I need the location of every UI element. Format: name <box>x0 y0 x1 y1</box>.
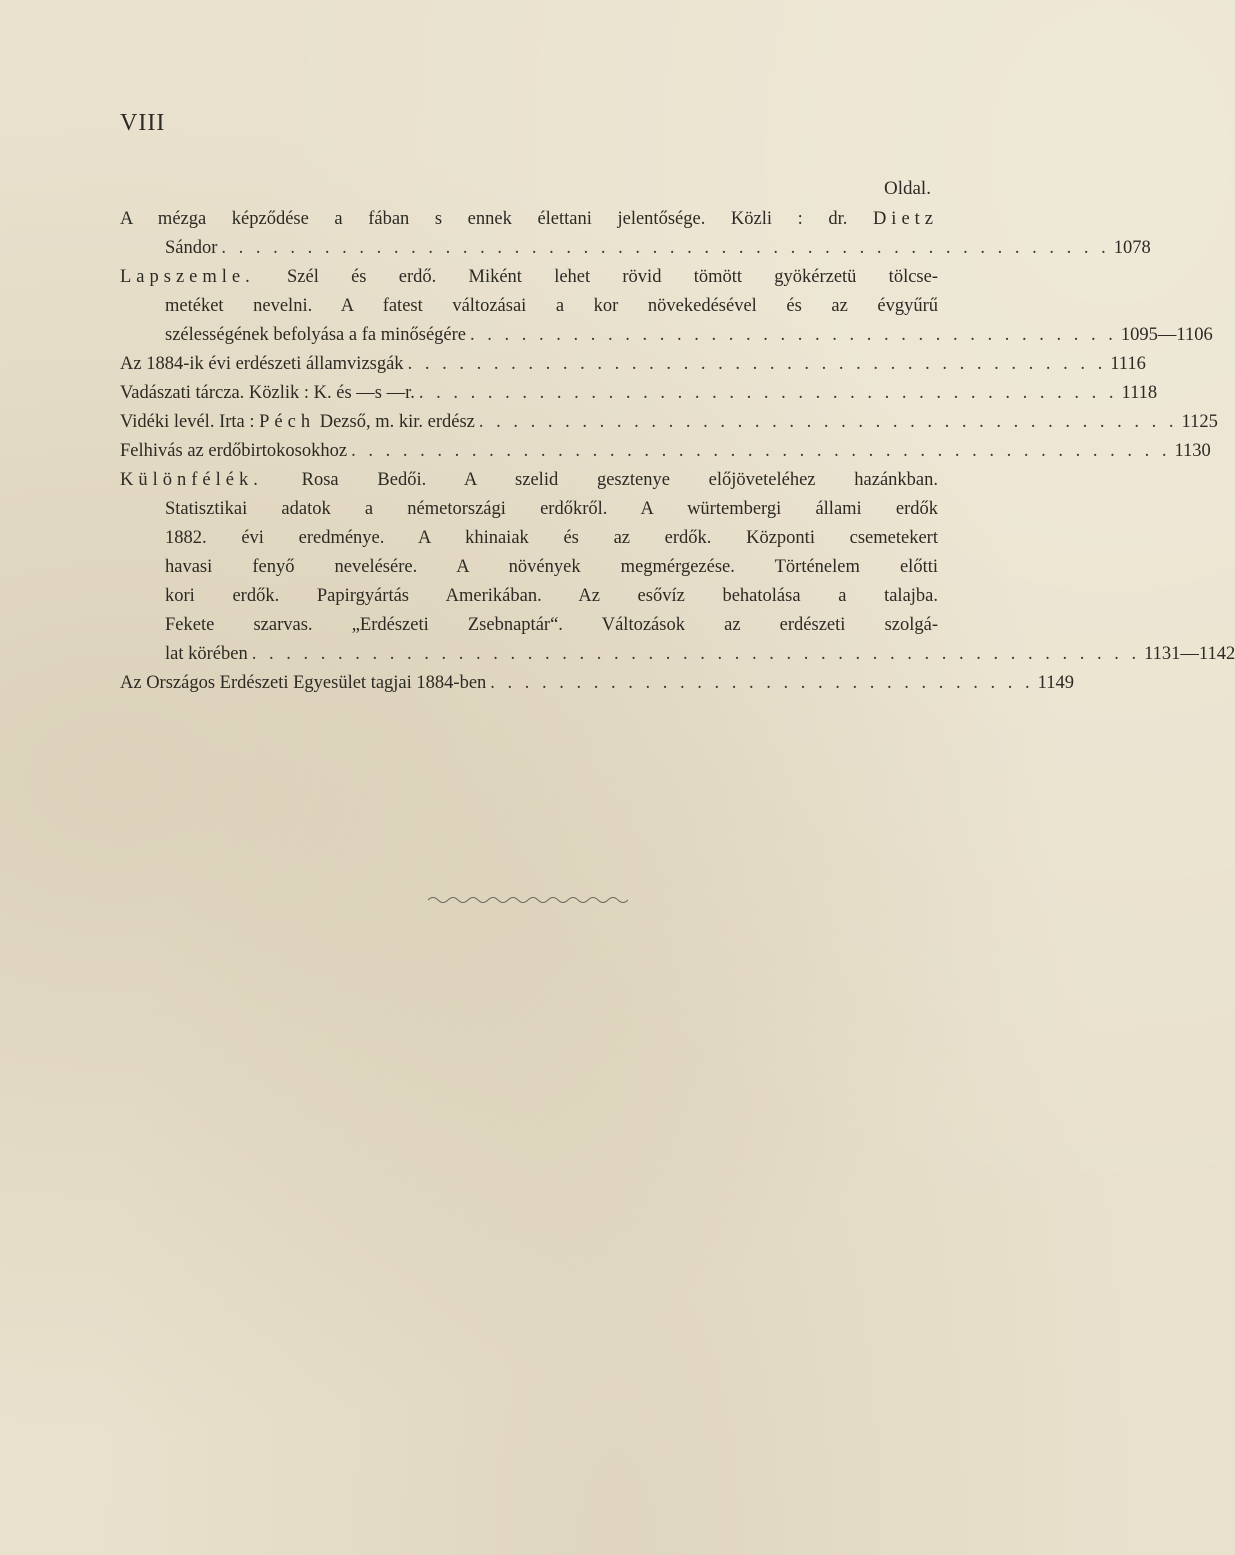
wavy-divider-ornament <box>428 893 628 907</box>
dot-leader: . . . . . . . . . . . . . . . . . . . . . . . . . . . . . . . . . . . . . . . . . . . . . . . . <box>351 441 1171 461</box>
entry-title-part: Vidéki levél. Irta : <box>120 412 255 432</box>
toc-entry-mezga <box>120 205 1151 263</box>
section-heading: Különfélék. <box>120 470 263 490</box>
toc-line <box>120 379 1158 408</box>
page-ref: 1095—1106 <box>1120 325 1213 345</box>
entry-title: lat körében <box>165 644 248 664</box>
toc-entry-allamvizsgak <box>120 350 1146 379</box>
entry-title: A mézga képződése a fában s ennek élettani jelentősége. Közli : dr. <box>120 209 848 229</box>
toc-line <box>120 350 1146 379</box>
dot-leader: . . . . . . . . . . . . . . . . . . . . . . . . . . . . . . . . . . . . . . . . . <box>418 383 1118 403</box>
page-ref: 1116 <box>1110 354 1146 374</box>
dot-leader: . . . . . . . . . . . . . . . . . . . . . . . . . . . . . . . . . . . . . . . . . <box>478 412 1178 432</box>
section-heading: Lapszemle. <box>120 267 255 287</box>
toc-entry-tagjai <box>120 669 1074 698</box>
author-name: Dietz <box>872 209 938 229</box>
dot-leader: . . . . . . . . . . . . . . . . . . . . . . . . . . . . . . . . . . . . . . <box>470 325 1117 345</box>
toc-line: Fekete szarvas. „Erdészeti Zsebnaptár“. Változások az erdészeti szolgá- <box>165 615 938 635</box>
toc-line <box>120 437 1211 466</box>
entry-title: Rosa Bedői. A szelid gesztenye előjöveteléhez hazánkban. <box>301 470 938 490</box>
toc-entry-felhivas <box>120 437 1211 466</box>
page-ref: 1130 <box>1174 441 1211 461</box>
toc-line <box>120 669 1074 698</box>
entry-title: Az Országos Erdészeti Egyesület tagjai 1884-ben <box>120 673 487 693</box>
toc-entry-lapszemle <box>120 263 1213 350</box>
dot-leader: . . . . . . . . . . . . . . . . . . . . . . . . . . . . . . . . . . . . . . . . . . . . . . . . . . . . <box>251 644 1141 664</box>
page-ref: 1131—1142 <box>1144 644 1235 664</box>
toc-line <box>120 321 1213 350</box>
page-ref: 1078 <box>1113 238 1151 258</box>
toc-entry-kulonfelek <box>120 466 1235 669</box>
table-of-contents <box>120 205 1235 698</box>
toc-line: Statisztikai adatok a németországi erdőkről. A würtembergi állami erdők <box>165 499 938 519</box>
entry-title: Szél és erdő. Miként lehet rövid tömött gyökérzetü tölcse- <box>287 267 938 287</box>
entry-title: Felhivás az erdőbirtokosokhoz <box>120 441 348 461</box>
toc-entry-vadaszati <box>120 379 1158 408</box>
page-ref: 1118 <box>1121 383 1158 403</box>
entry-title: Vadászati tárcza. Közlik : K. és —s —r. <box>120 383 415 403</box>
toc-line <box>120 263 938 292</box>
page-number: VIII <box>120 110 166 136</box>
page-ref: 1125 <box>1181 412 1218 432</box>
entry-title: szélességének befolyása a fa minőségére <box>165 325 466 345</box>
entry-title <box>120 408 475 437</box>
dot-leader: . . . . . . . . . . . . . . . . . . . . . . . . . . . . . . . . <box>490 673 1034 693</box>
toc-line: kori erdők. Papirgyártás Amerikában. Az esővíz behatolása a talajba. <box>165 586 938 606</box>
toc-line: havasi fenyő nevelésére. A növények megmérgezése. Történelem előtti <box>165 557 938 577</box>
toc-line <box>120 234 1151 263</box>
page-column-header: Oldal. <box>884 178 931 199</box>
toc-entry-videki-level <box>120 408 1218 437</box>
toc-line <box>120 466 938 495</box>
entry-title-part: Dezső, m. kir. erdész <box>319 412 475 432</box>
toc-line <box>120 640 1235 669</box>
toc-line: 1882. évi eredménye. A khinaiak és az erdők. Központi csemetekert <box>165 528 938 548</box>
dot-leader: . . . . . . . . . . . . . . . . . . . . . . . . . . . . . . . . . . . . . . . . . <box>407 354 1107 374</box>
entry-title: Az 1884-ik évi erdészeti államvizsgák <box>120 354 404 374</box>
toc-line <box>120 408 1218 437</box>
author-name: Péch <box>259 412 316 432</box>
page-ref: 1149 <box>1037 673 1074 693</box>
toc-line: metéket nevelni. A fatest változásai a kor növekedésével és az évgyűrű <box>165 296 938 316</box>
toc-line <box>120 205 938 234</box>
entry-title: Sándor <box>165 238 218 258</box>
dot-leader: . . . . . . . . . . . . . . . . . . . . . . . . . . . . . . . . . . . . . . . . . . . . . . . . . . . . <box>221 238 1110 258</box>
